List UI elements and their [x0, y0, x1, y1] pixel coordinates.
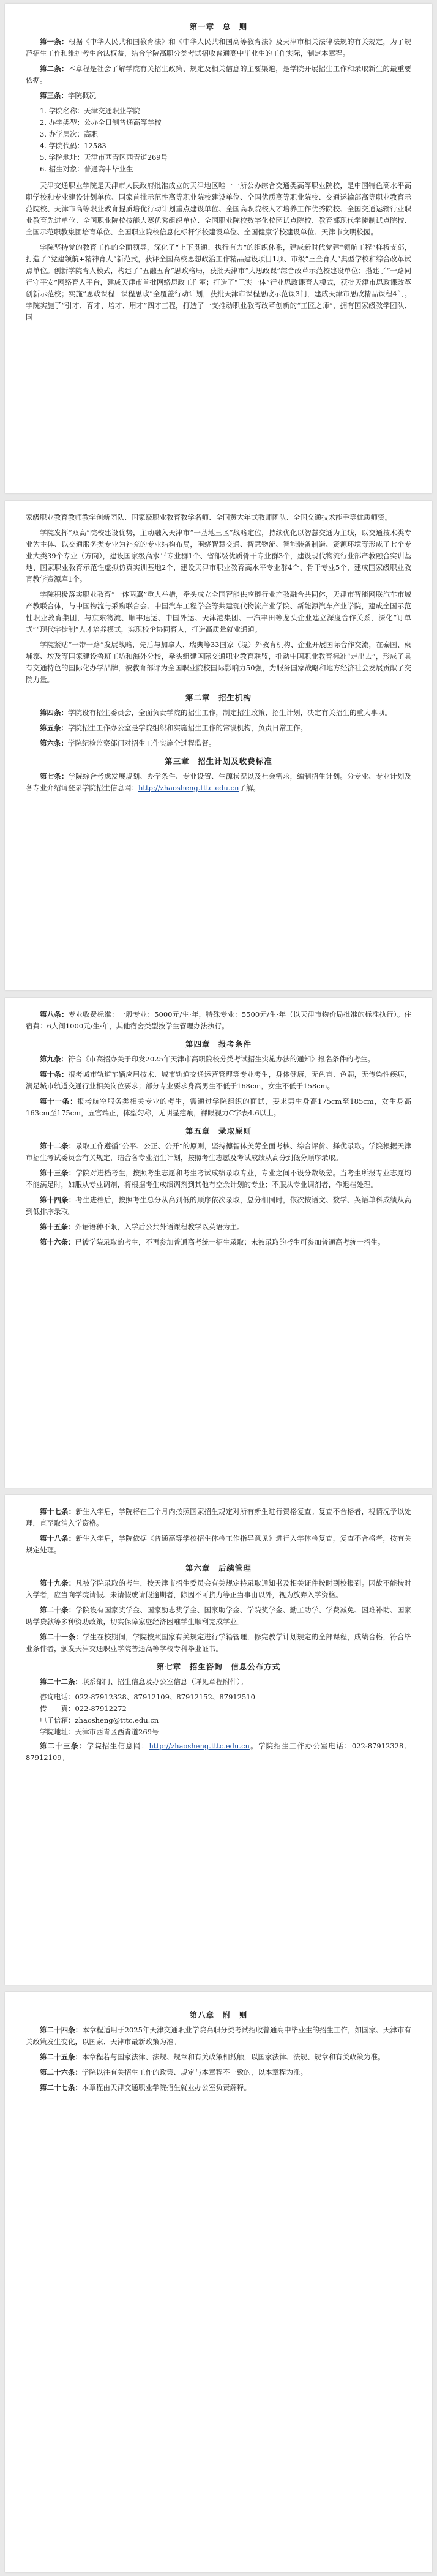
article-label: 第八条：: [40, 1010, 69, 1019]
article-text: 新生入学后，学院依据《普通高等学校招生体检工作指导意见》进行入学体检复查，复查不合格者，按有关规定处理。: [26, 1534, 412, 1554]
body-paragraph: 学院坚持党的教育工作的全面领导，深化了“上下贯通、执行有力”的组织体系，建成新时代党建“领航工程”样板支部，打造了“党建领航+精神育人”新范式，获评全国高校思想政治工作精品建设项目1项、市级“三全育人”典型学校和综合改革试点单位。创新学院育人模式，构建了“五融五育”思政格局，获批天津市“大思政课”综合改革示范校建设单位；搭建了“一路同行守平安”网络育人平台，建成天津市首批网络思政工作室；打造了“三实一体”行业思政课育人模式，获批天津市思政课改革创新示范校；实施“思政课程+课程思政”全覆盖行动计划，获批天津市课程思政示范课3门，建成天津市思政精品课程4门。学院实施了“引才、育才、培才、用才”四才工程，打造了一支推动职业教育改革创新的“工匠之师”，拥有国家级教学团队、国: [26, 243, 411, 321]
article-text: 学生在校期间，学院按照国家有关规定进行学籍管理，修完教学计划规定的全部课程，成绩合格，符合毕业条件者，颁发天津交通职业学院普通高等学校专科毕业证书。: [26, 1633, 411, 1653]
chapter-title: 第一章 总 则: [189, 22, 248, 31]
article-label: 第十条：: [40, 1070, 69, 1079]
article-15: [26, 1221, 411, 1233]
article-text: 学院招生信息网：: [86, 1742, 149, 1750]
article-1: [26, 36, 411, 59]
article-label: 第六条：: [40, 739, 68, 747]
article-24: [26, 2024, 411, 2048]
body-paragraph: 学院发挥“双高”院校建设优势，主动融入天津市“一基地三区”战略定位，持续优化以智慧交通为主线，以交通技术类专业为主体、以交通服务类专业为补充的专业结构布局，围绕智慧交通、智慧物流、智能装备制造、资源环境等形成了七个专业大类39个专业（方向），建设国家级高水平专业群1个、省部级优质骨干专业群3个，建设现代物流行业部产教融合实训基地、国家职业教育示范性虚拟仿真实训基地2个，建设天津市职业教育高水平专业群4个、骨干专业5个，建成国家级职业教育教学资源库1个。: [26, 528, 411, 583]
article-text: 凡被学院录取的考生，按天津市招生委员会有关规定持录取通知书及相关证件按时到校报到。因故不能按时入学者，应当向学院请假。未请假或请假逾期者，除因不可抗力等正当事由以外，视为放弃入学资格。: [26, 1579, 412, 1599]
article-3: [26, 90, 411, 102]
article-text: 本章程由天津交通职业学院招生就业办公室负责解释。: [82, 2083, 251, 2092]
article-text: 本章程适用于2025年天津交通职业学院高职分类考试招收普通高中毕业生的招生工作，如国家、天津市有关政策发生变化，以国家、天津市最新政策为准。: [26, 2026, 411, 2046]
article-text: 学院对进档考生，按照考生志愿和考生考试成绩录取专业，专业之间不设分数级差。当考生所报专业志愿均不能满足时，如服从专业调剂，将根据考生成绩调剂到其他有空余计划的专业；不服从专业调剂者，作退档处理。: [26, 1169, 412, 1189]
article-label: 第十七条：: [40, 1507, 76, 1516]
article-label: 第二十五条：: [40, 2053, 82, 2061]
article-13: [26, 1167, 411, 1191]
document-page-1: [5, 4, 432, 493]
article-label: 第二十六条：: [40, 2068, 82, 2076]
school-info-item: 6. 招生对象：普通高中毕业生: [40, 165, 133, 173]
article-text: 根据《中华人民共和国教育法》和《中华人民共和国高等教育法》及天津市相关法律法规的有关规定，为了规范招生工作和维护考生合法权益，结合学院高职分类考试招收普通高中毕业生的工作实际，制定本章程。: [26, 37, 412, 58]
article-label: 第一条：: [40, 37, 69, 46]
chapter-title: 第七章 招生咨询 信息公布方式: [156, 1662, 281, 1671]
article-text: 学院以往有关招生工作的政策、规定与本章程不一致的，以本章程为准。: [82, 2068, 307, 2076]
article-27: [26, 2082, 411, 2094]
article-text: 学院设有国家奖学金、国家励志奖学金、国家助学金、学院奖学金、勤工助学、学费减免、困难补助、国家助学贷款等多种资助政策，切实保障家庭经济困难学生顺利完成学业。: [26, 1606, 412, 1626]
article-label: 第二十三条：: [40, 1742, 87, 1750]
article-label: 第二十四条：: [40, 2026, 83, 2034]
article-text: 联系部门、招生信息及办公室信息（详见章程附件）。: [82, 1677, 248, 1686]
article-label: 第二十一条：: [40, 1633, 83, 1641]
article-label: 第十二条：: [40, 1142, 76, 1150]
article-20: [26, 1604, 411, 1628]
article-text: 本章程若与国家法律、法规、规章和有关政策相抵触，以国家法律、法规、规章和有关政策为准。: [82, 2053, 385, 2061]
article-label: 第二十二条：: [40, 1677, 82, 1686]
article-label: 第十五条：: [40, 1222, 75, 1231]
article-17: [26, 1506, 411, 1529]
article-12: [26, 1140, 411, 1164]
article-text: 录取工作遵循“公平、公正、公开”的原则，坚持德智体美劳全面考核、综合评价、择优录取。学院根据天津市招生考试委员会有关规定，结合各专业招生计划，按照考生志愿及考试成绩从高分到低分顺序录取。: [26, 1142, 411, 1162]
body-paragraph: 天津交通职业学院是天津市人民政府批准成立的天津地区唯一一所公办综合交通类高等职业院校，是中国特色高水平高职学校和专业建设计划单位、国家首批示范性高等职业院校建设单位、全国优质高等职业院校、交通运输部高等职业教育示范院校、天津市高等职业教育提质培优行动计划重点建设单位、全国高职院校人才培养工作优秀院校、全国交通运输行业职业教育先进单位、全国职业院校技能大赛优秀组织单位、全国职业院校数字化校园试点院校、教育部现代学徒制试点院校、全国示范职教集团培育单位、全国职业院校信息化标杆学校建设单位、全国健康学校建设单位、天津市文明校园。: [26, 181, 411, 236]
document-page-2: [5, 501, 432, 990]
article-4: [26, 707, 411, 719]
body-paragraph: 家级职业教育教师教学创新团队、国家级职业教育教学名师、全国黄大年式教师团队、全国交通技术能手等优质师资。: [26, 513, 392, 522]
admissions-site-link[interactable]: http://zhaosheng.tttc.edu.cn: [149, 1742, 250, 1750]
article-text: 报考航空服务类相关专业的考生，需通过学院组织的面试，要求男生身高175cm至185cm，女生身高163cm至175cm，五官端正，体型匀称，无明显疤痕，裸眼视力C字表4.6以上。: [26, 1097, 411, 1117]
school-info-item: 1. 学院名称：天津交通职业学院: [40, 107, 141, 115]
article-text: 本章程是社会了解学院有关招生政策、规定及相关信息的主要渠道，是学院开展招生工作和录取新生的最重要依据。: [26, 64, 412, 84]
article-label: 第十三条：: [40, 1169, 76, 1177]
contact-list: [40, 1691, 411, 1738]
school-info-list: [40, 105, 411, 175]
admissions-site-link[interactable]: http://zhaosheng.tttc.edu.cn: [138, 784, 239, 792]
body-paragraph: 学院积极落实职业教育“一体两翼”重大举措，牵头成立全国智能供应链行业产教融合共同体，天津市智能网联汽车市域产教联合体，与中国物流与采购联合会、中国汽车工程学会等共建现代物流产业学院、新能源汽车产业学院，建成全国示范性职业教育集团，与京东物流、顺丰速运、中国外运、天津港集团、一汽丰田等龙头企业建立深度合作关系，深化“订单式”“现代学徒制”人才培养模式，实现校企协同育人，打造高质量就业通道。: [26, 590, 411, 634]
article-text: 学院设有招生委员会，全面负责学院的招生工作，制定招生政策、招生计划，决定有关招生的重大事项。: [68, 708, 392, 717]
chapter-title: 第五章 录取原则: [185, 1126, 252, 1136]
article-text: 了解。: [239, 784, 260, 792]
document-page-5: [5, 1992, 432, 2572]
article-label: 第十一条：: [40, 1097, 78, 1106]
contact-fax: 传 真：022-87912272: [40, 1704, 127, 1713]
document-page-4: [5, 1495, 432, 1985]
contact-address: 学院地址：天津市西青区西青道269号: [40, 1728, 159, 1736]
article-label: 第九条：: [40, 1055, 68, 1063]
article-25: [26, 2051, 411, 2063]
article-text: 学院概况: [68, 91, 96, 100]
article-7: [26, 771, 411, 794]
document-page-3: [5, 998, 432, 1488]
article-label: 第二十七条：: [40, 2083, 82, 2092]
article-10: [26, 1069, 411, 1092]
article-text: 外语语种不限，入学后公共外语课程教学以英语为主。: [75, 1222, 244, 1231]
article-label: 第十四条：: [40, 1196, 76, 1204]
contact-email[interactable]: 电子信箱：zhaosheng@tttc.edu.cn: [40, 1716, 159, 1724]
school-info-item: 5. 学院地址：天津市西青区西青道269号: [40, 153, 168, 162]
article-label: 第七条：: [40, 772, 69, 781]
article-26: [26, 2067, 411, 2078]
article-23: [26, 1740, 411, 1764]
article-label: 第十九条：: [40, 1579, 76, 1587]
chapter-title: 第六章 后续管理: [185, 1563, 252, 1573]
article-label: 第四条：: [40, 708, 68, 717]
article-text: 学院招生工作办公室是学院组织和实施招生工作的常设机构，负责日常工作。: [68, 724, 307, 732]
chapter-title: 第三章 招生计划及收费标准: [165, 757, 272, 766]
chapter-title: 第二章 招生机构: [185, 693, 252, 702]
article-text: 学院综合考虑发展规划、办学条件、专业设置、生源状况以及社会需求，编制招生计划。分专业、专业计划及各专业介绍请登录学院招生信息网：: [26, 772, 412, 792]
chapter-title: 第八章 附 则: [189, 2010, 248, 2020]
chapter-title: 第四章 报考条件: [185, 1039, 252, 1049]
article-6: [26, 738, 411, 749]
article-text: 考生进档后，按照考生总分从高到低的顺序依次录取，总分相同时，依次按语文、数学、英语单科成绩从高到低排序录取。: [26, 1196, 412, 1216]
article-text: 已被学院录取的考生，不再参加普通高考统一招生录取；未被录取的考生可参加普通高考统一招生。: [75, 1238, 385, 1246]
school-info-item: 3. 办学层次：高职: [40, 130, 99, 138]
article-label: 第五条：: [40, 724, 68, 732]
article-text: 专业收费标准：一般专业：5000元/生·年，特殊专业：5500元/生·年（以天津市物价局批准的标准执行）。住宿费：6人间1000元/生·年，其他宿舍类型按学生管理办法执行。: [26, 1010, 411, 1030]
article-22: [26, 1676, 411, 1688]
article-label: 第二条：: [40, 64, 69, 73]
article-label: 第二十条：: [40, 1606, 76, 1614]
article-text: 新生入学后，学院将在三个月内按照国家招生规定对所有新生进行资格复查。复查不合格者，视情况予以处理，直至取消入学资格。: [26, 1507, 412, 1527]
article-text: 。学院招生工作办公室电话：022-87912328、87912109。: [26, 1742, 412, 1762]
article-14: [26, 1194, 411, 1218]
article-8: [26, 1009, 411, 1032]
article-text: 报考城市轨道车辆应用技术、城市轨道交通运营管理等专业考生，身体健康，无色盲、色弱，无传染性疾病，满足城市轨道交通行业相关岗位要求；部分专业要求身高男生不低于168cm，女生不低于158cm。: [26, 1070, 412, 1090]
article-label: 第三条：: [40, 91, 68, 100]
article-2: [26, 63, 411, 86]
article-5: [26, 722, 411, 734]
article-label: 第十六条：: [40, 1238, 75, 1246]
article-9: [26, 1054, 411, 1065]
school-info-item: 2. 办学类型：公办全日制普通高等学校: [40, 118, 162, 127]
article-18: [26, 1533, 411, 1556]
article-text: 符合《市高招办关于印发2025年天津市高职院校分类考试招生实施办法的通知》报名条件的考生。: [68, 1055, 375, 1063]
article-text: 学院纪检监察部门对招生工作实施全过程监督。: [68, 739, 216, 747]
article-19: [26, 1578, 411, 1601]
article-16: [26, 1237, 411, 1248]
school-info-item: 4. 学院代码：12583: [40, 141, 106, 150]
contact-phone: 咨询电话：022-87912328、87912109、87912152、87912510: [40, 1693, 255, 1701]
article-label: 第十八条：: [40, 1534, 76, 1543]
body-paragraph: 学院紧贴“一带一路”发展战略，先后与加拿大、瑞典等33国家（境）外教育机构、企业开展国际合作交流，在泰国、柬埔寨、埃及等国家建设鲁班工坊和海外分校，牵头组建国际交通职业教育联盟，推动中国职业教育标准“走出去”，形成了具有交通特色的国际化办学品牌，被教育部评为全国职业院校国际影响力50强，为服务国家战略和地方经济社会发展贡献了交院力量。: [26, 640, 411, 684]
article-11: [26, 1096, 411, 1119]
article-21: [26, 1631, 411, 1655]
